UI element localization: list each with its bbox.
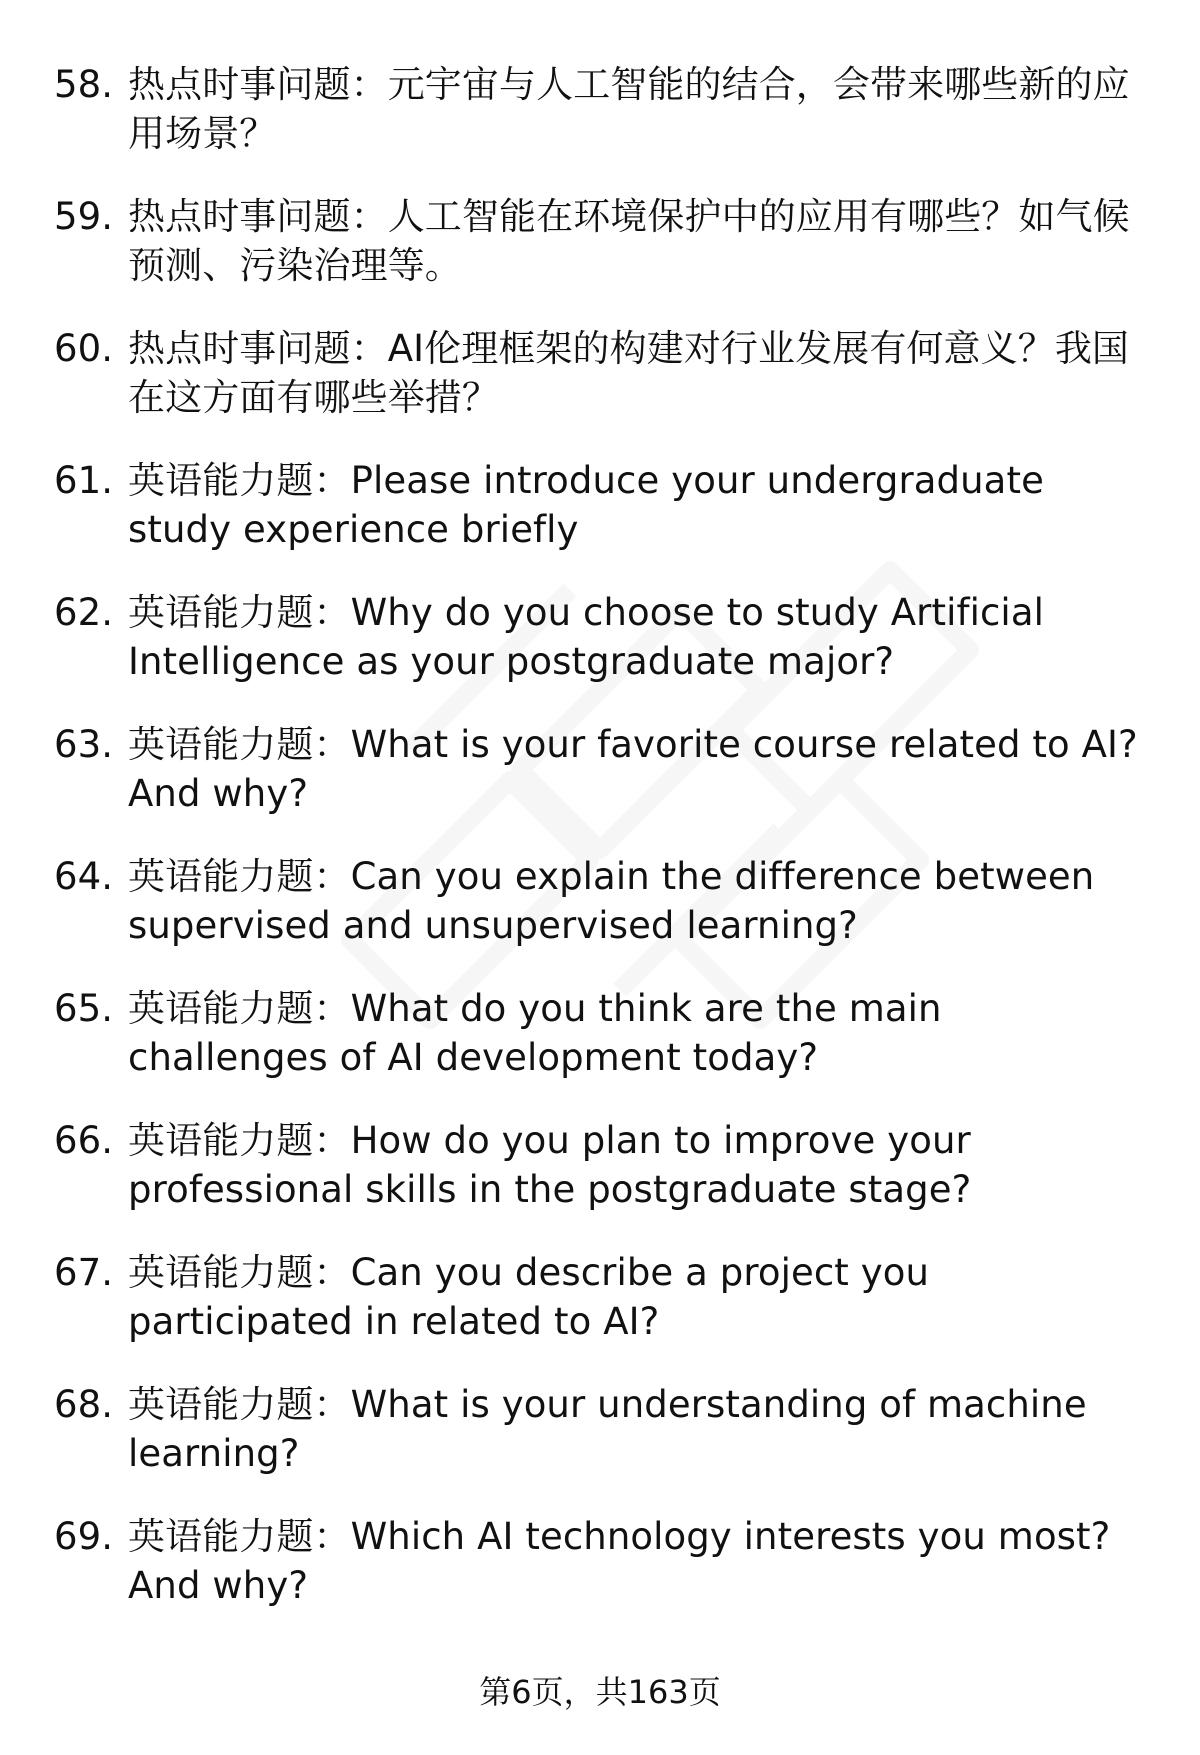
question-text: 英语能力题：What is your favorite course related to AI? And why? — [128, 723, 1138, 815]
question-item-62 — [54, 588, 1154, 720]
question-text: 英语能力题：Can you explain the difference between supervised and unsupervised learning? — [128, 855, 1095, 947]
page-number-footer: 第6页，共163页 — [479, 1673, 721, 1711]
question-number: 59. — [54, 195, 114, 238]
question-text: 热点时事问题：AI伦理框架的构建对行业发展有何意义？我国在这方面有哪些举措？ — [128, 327, 1130, 419]
question-item-58 — [54, 60, 1154, 192]
question-number: 60. — [54, 327, 114, 370]
question-number: 66. — [54, 1119, 114, 1162]
question-text: 热点时事问题：元宇宙与人工智能的结合，会带来哪些新的应用场景？ — [128, 63, 1130, 155]
question-number: 58. — [54, 63, 114, 106]
question-item-61 — [54, 456, 1154, 588]
question-item-67 — [54, 1248, 1154, 1380]
question-text: 英语能力题：How do you plan to improve your professional skills in the postgraduate stage? — [128, 1119, 972, 1211]
question-number: 68. — [54, 1383, 114, 1426]
question-item-63 — [54, 720, 1154, 852]
question-item-68 — [54, 1380, 1154, 1512]
question-number: 63. — [54, 723, 114, 766]
question-number: 64. — [54, 855, 114, 898]
question-item-59 — [54, 192, 1154, 324]
question-item-65 — [54, 984, 1154, 1116]
question-number: 69. — [54, 1515, 114, 1558]
question-number: 61. — [54, 459, 114, 502]
question-text: 英语能力题：Why do you choose to study Artificial Intelligence as your postgraduate major? — [128, 591, 1044, 683]
question-item-60 — [54, 324, 1154, 456]
question-text: 英语能力题：Please introduce your undergraduate study experience briefly — [128, 459, 1044, 551]
question-text: 英语能力题：Can you describe a project you participated in related to AI? — [128, 1251, 930, 1343]
question-number: 67. — [54, 1251, 114, 1294]
question-number: 62. — [54, 591, 114, 634]
question-item-69 — [54, 1512, 1154, 1644]
question-text: 英语能力题：Which AI technology interests you most? And why? — [128, 1515, 1111, 1607]
question-text: 热点时事问题：人工智能在环境保护中的应用有哪些？如气候预测、污染治理等。 — [128, 195, 1130, 287]
question-text: 英语能力题：What do you think are the main challenges of AI development today? — [128, 987, 942, 1079]
question-number: 65. — [54, 987, 114, 1030]
question-list — [54, 60, 1154, 1644]
question-item-66 — [54, 1116, 1154, 1248]
question-item-64 — [54, 852, 1154, 984]
question-text: 英语能力题：What is your understanding of machine learning? — [128, 1383, 1087, 1475]
